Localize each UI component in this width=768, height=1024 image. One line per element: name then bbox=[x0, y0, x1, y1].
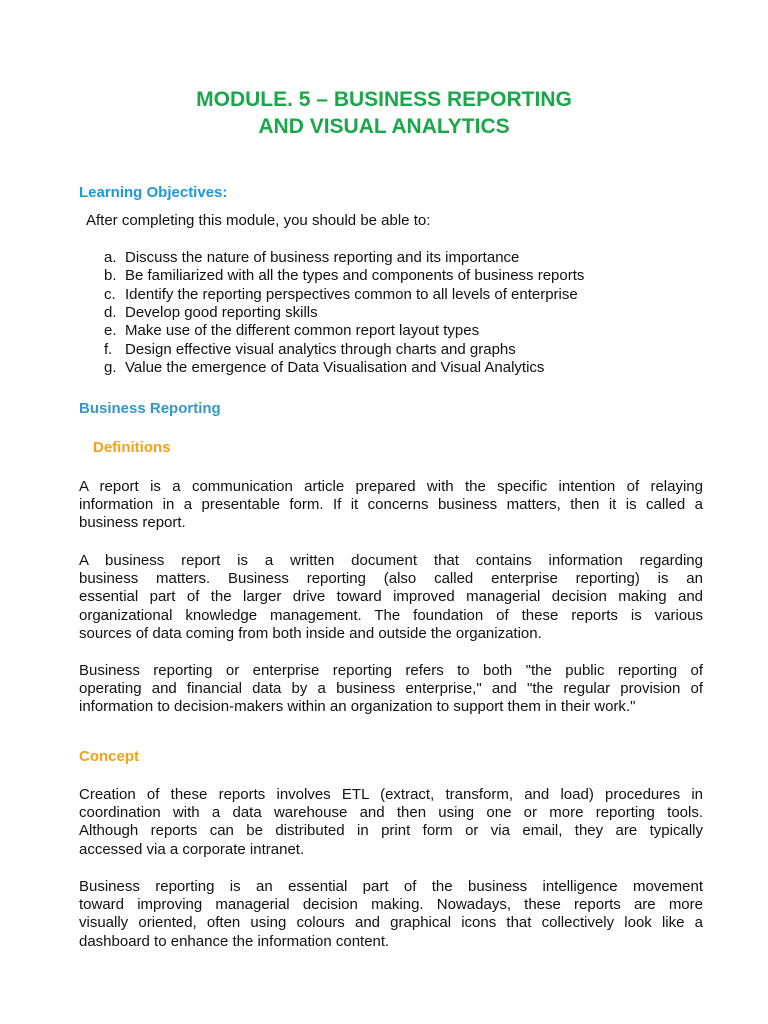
definition-paragraph-1 bbox=[79, 478, 703, 533]
objective-text: Value the emergence of Data Visualisation and Visual Analytics bbox=[125, 358, 545, 376]
objective-item bbox=[104, 249, 724, 267]
definition-paragraph-2 bbox=[79, 552, 703, 643]
objective-item bbox=[104, 341, 724, 359]
paragraph-line: A business report is a written document that contains information regarding bbox=[79, 552, 703, 569]
objective-item bbox=[104, 322, 724, 340]
definitions-heading: Definitions bbox=[93, 439, 171, 456]
paragraph-line: business report. bbox=[79, 514, 186, 532]
paragraph-line: essential part of the larger drive toward improved managerial decision making and bbox=[79, 588, 703, 606]
paragraph-line: coordination with a data warehouse and then using one or more reporting tools. bbox=[79, 804, 703, 822]
objective-marker: f. bbox=[104, 340, 113, 358]
paragraph-line: visually oriented, often using colours and graphical icons that collectively look like a bbox=[79, 914, 703, 932]
paragraph-line: information to decision-makers within an organization to support them in their work." bbox=[79, 698, 636, 716]
learning-objectives-heading: Learning Objectives: bbox=[79, 184, 228, 201]
objective-text: Develop good reporting skills bbox=[125, 303, 318, 321]
business-reporting-heading: Business Reporting bbox=[79, 400, 221, 417]
objective-marker: d. bbox=[104, 303, 117, 321]
objective-item bbox=[104, 359, 724, 377]
paragraph-line: information in a presentable form. If it concerns business matters, then it is called a bbox=[79, 496, 703, 514]
concept-paragraph-2 bbox=[79, 878, 703, 951]
objective-item bbox=[104, 304, 724, 322]
objective-text: Be familiarized with all the types and components of business reports bbox=[125, 267, 585, 285]
objective-item bbox=[104, 267, 724, 285]
module-title-line-1: MODULE. 5 – BUSINESS REPORTING bbox=[196, 88, 572, 111]
objective-marker: e. bbox=[104, 322, 117, 340]
paragraph-line: operating and financial data by a business enterprise," and "the regular provision of bbox=[79, 680, 703, 698]
objective-marker: c. bbox=[104, 285, 116, 303]
definition-paragraph-3 bbox=[79, 662, 703, 717]
objective-text: Identify the reporting perspectives common to all levels of enterprise bbox=[125, 285, 578, 303]
paragraph-line: A report is a communication article prepared with the specific intention of relaying bbox=[79, 478, 703, 495]
objective-marker: b. bbox=[104, 267, 117, 285]
objectives-list bbox=[104, 249, 724, 377]
objective-marker: a. bbox=[104, 249, 117, 266]
concept-paragraph-1 bbox=[79, 786, 703, 859]
paragraph-line: toward improving managerial decision making. Nowadays, these reports are more bbox=[79, 896, 703, 914]
paragraph-line: Although reports can be distributed in print form or via email, they are typically bbox=[79, 822, 703, 840]
paragraph-line: sources of data coming from both inside and outside the organization. bbox=[79, 624, 542, 642]
paragraph-line: Creation of these reports involves ETL (extract, transform, and load) procedures in bbox=[79, 786, 703, 803]
objective-text: Design effective visual analytics through charts and graphs bbox=[125, 340, 516, 358]
concept-heading: Concept bbox=[79, 748, 139, 765]
module-title-line-2: AND VISUAL ANALYTICS bbox=[258, 115, 510, 138]
paragraph-line: Business reporting or enterprise reporting refers to both "the public reporting of bbox=[79, 662, 703, 679]
paragraph-line: dashboard to enhance the information content. bbox=[79, 932, 390, 950]
paragraph-line: organizational knowledge management. The foundation of these reports is various bbox=[79, 606, 703, 624]
objective-marker: g. bbox=[104, 358, 117, 376]
objective-item bbox=[104, 286, 724, 304]
paragraph-line: business matters. Business reporting (also called enterprise reporting) is an bbox=[79, 570, 703, 588]
objective-text: Make use of the different common report layout types bbox=[125, 322, 480, 340]
objectives-intro: After completing this module, you should be able to: bbox=[86, 212, 431, 229]
paragraph-line: Business reporting is an essential part of the business intelligence movement bbox=[79, 878, 703, 895]
paragraph-line: accessed via a corporate intranet. bbox=[79, 840, 305, 858]
objective-text: Discuss the nature of business reporting and its importance bbox=[125, 249, 520, 266]
